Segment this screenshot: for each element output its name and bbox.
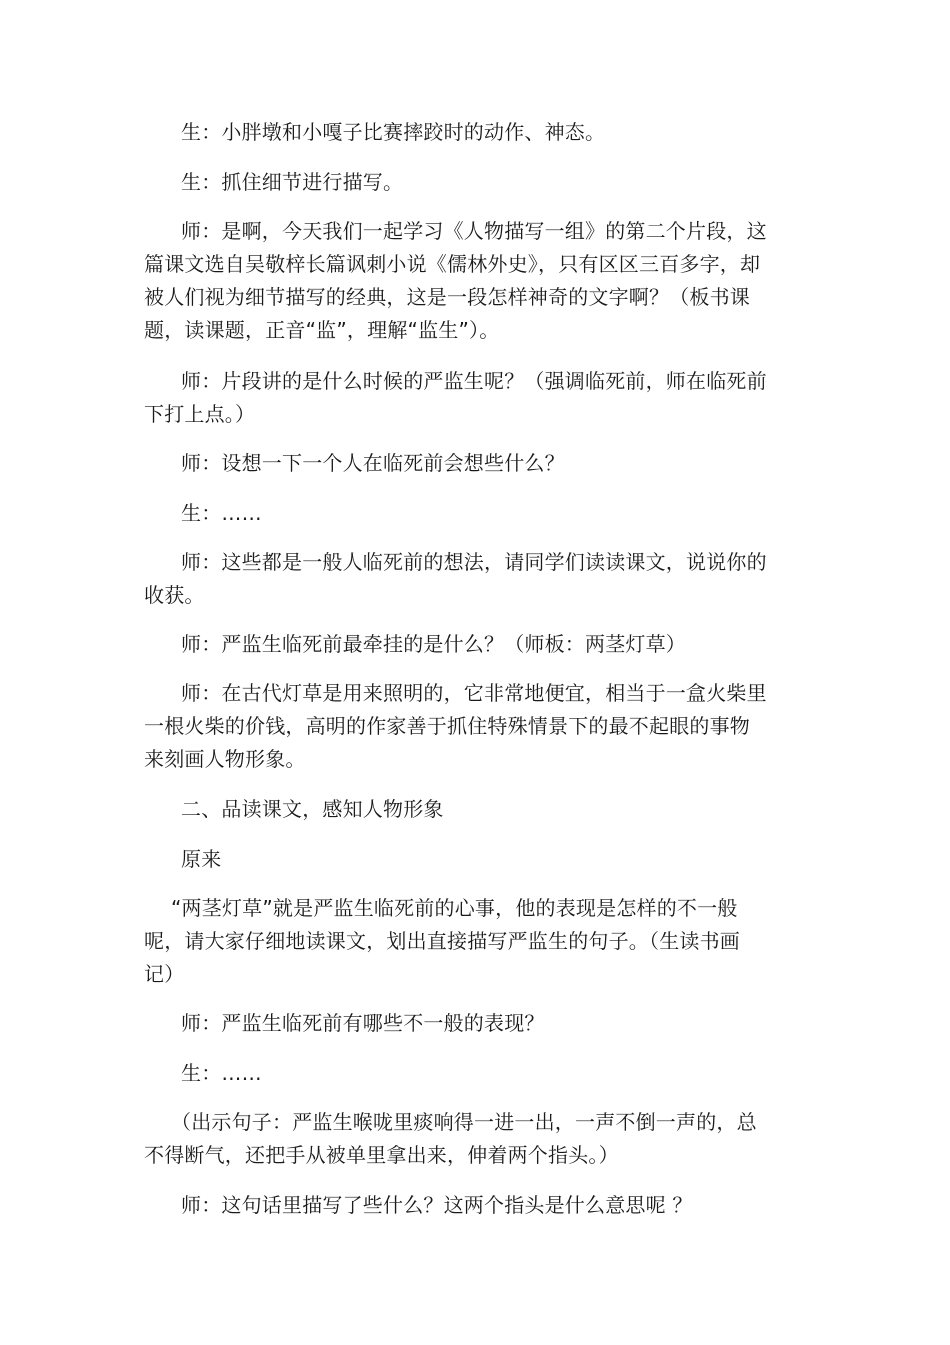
paragraph-14: （出示句子：严监生喉咙里痰响得一进一出，一声不倒一声的，总不得断气，还把手从被单里拿出来，伸着两个指头。） — [144, 1110, 757, 1167]
paragraph-9: 师：在古代灯草是用来照明的，它非常地便宜，相当于一盒火柴里一根火柴的价钱，高明的作家善于抓住特殊情景下的最不起眼的事物来刻画人物形象。 — [144, 681, 767, 771]
paragraph-6: 生：…… — [181, 501, 262, 525]
paragraph-15: 师：这句话里描写了些什么？这两个指头是什么意思呢 ？ — [181, 1193, 693, 1217]
paragraph-3: 师：是啊，今天我们一起学习《人物描写一组》的第二个片段，这篇课文选自吴敬梓长篇讽刺小说《儒林外史》，只有区区三百多字，却被人们视为细节描写的经典，这是一段怎样神奇的文字啊？（板书课题，读课题，正音“监”，理解“监生”）。 — [144, 219, 767, 342]
paragraph-4: 师：片段讲的是什么时候的严监生呢？（强调临死前，师在临死前下打上点。） — [144, 369, 767, 426]
paragraph-13: 生：…… — [181, 1061, 262, 1085]
paragraph-1: 生：小胖墩和小嘎子比赛摔跤时的动作、神态。 — [181, 120, 606, 144]
paragraph-5: 师：设想一下一个人在临死前会想些什么？ — [181, 451, 565, 475]
paragraph-8: 师：严监生临死前最牵挂的是什么？（师板：两茎灯草） — [181, 632, 686, 656]
paragraph-2: 生：抓住细节进行描写。 — [181, 170, 404, 194]
paragraph-7: 师：这些都是一般人临死前的想法，请同学们读读课文，说说你的收获。 — [144, 550, 767, 607]
paragraph-11: “两茎灯草”就是严监生临死前的心事，他的表现是怎样的不一般呢，请大家仔细地读课文，划出直接描写严监生的句子。（生读书画记） — [144, 896, 740, 986]
section-heading: 二、品读课文，感知人物形象 — [181, 797, 444, 821]
paragraph-10: 原来 — [181, 847, 222, 871]
paragraph-12: 师：严监生临死前有哪些不一般的表现？ — [181, 1011, 545, 1035]
